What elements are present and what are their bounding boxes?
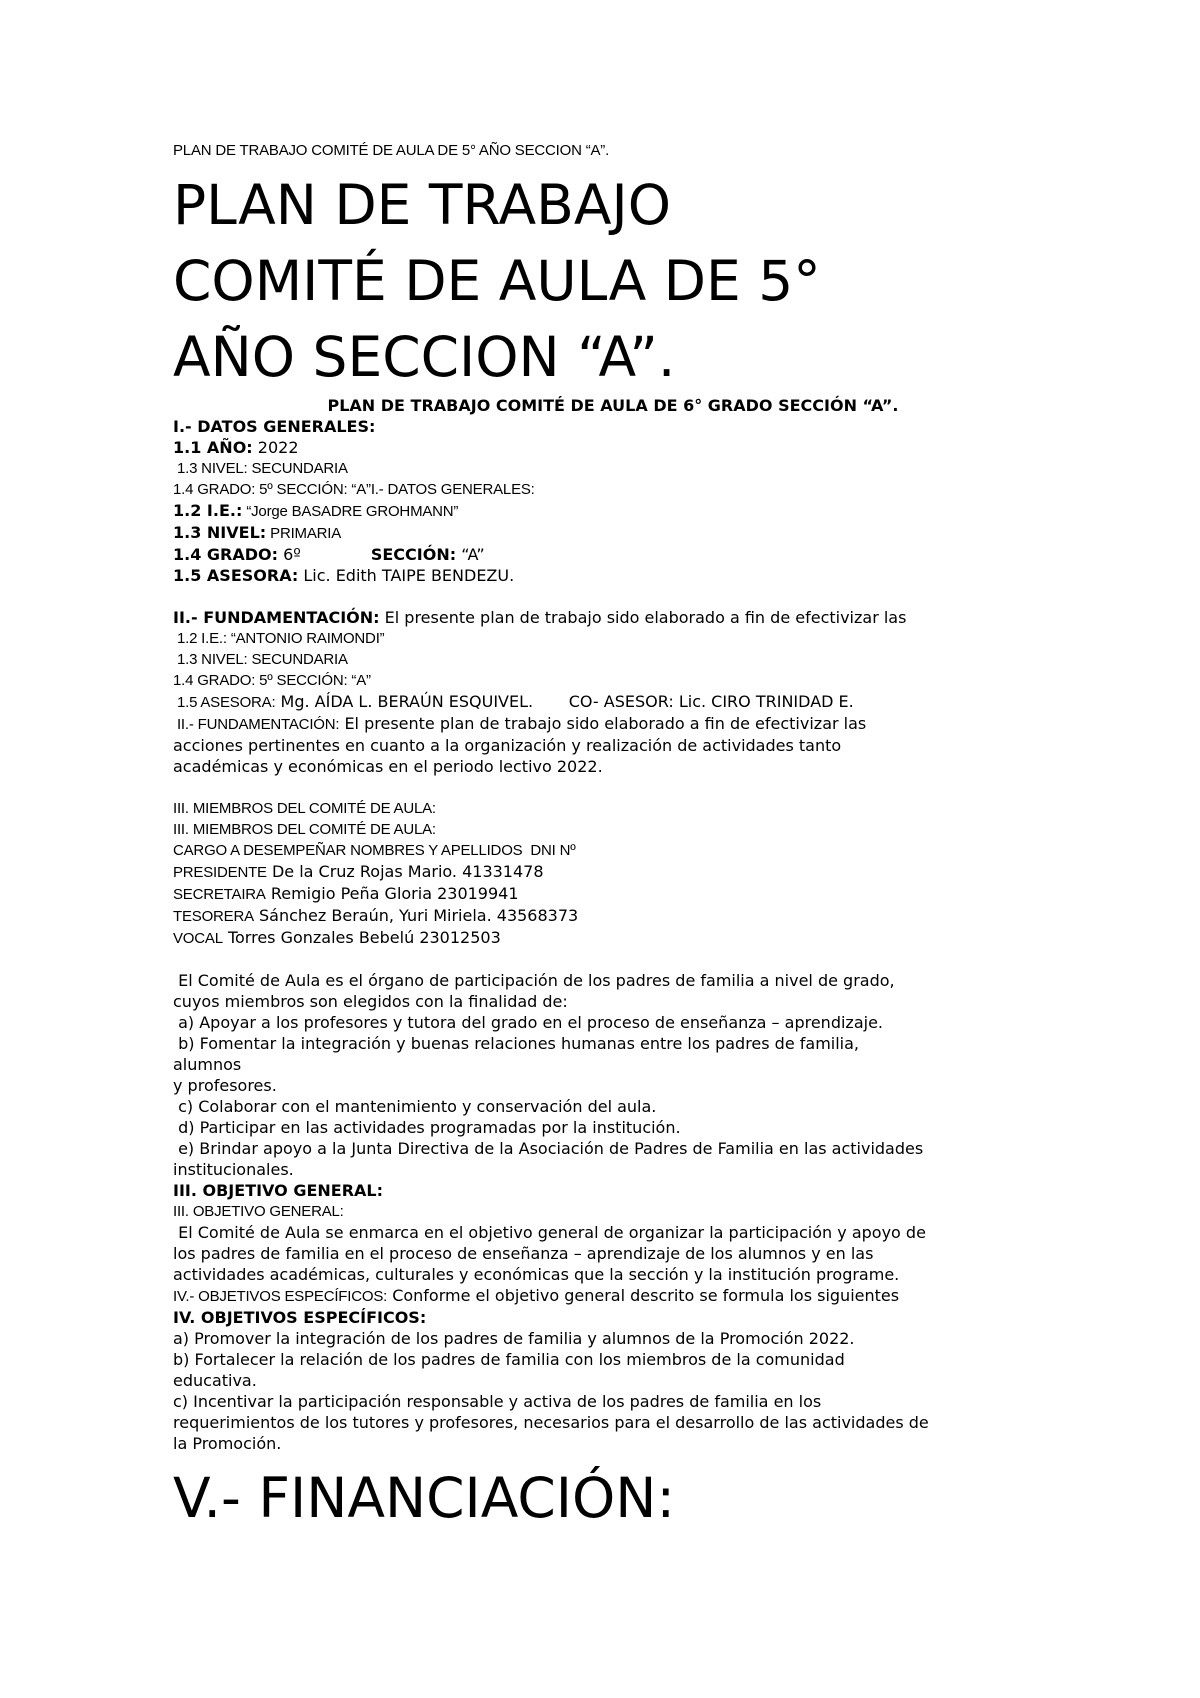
- member-row: VOCAL Torres Gonzales Bebelú 23012503: [173, 928, 501, 947]
- fundamentacion-line: II.- FUNDAMENTACIÓN: El presente plan de trabajo sido elaborado a fin de efectivizar las: [173, 608, 907, 627]
- miembros-heading-1: III. MIEMBROS DEL COMITÉ DE AULA:: [173, 800, 436, 817]
- objetivo-general-line-1: El Comité de Aula se enmarca en el objetivo general de organizar la participación y apoyo de: [173, 1223, 926, 1242]
- members-header: CARGO A DESEMPEÑAR NOMBRES Y APELLIDOS DNI Nº: [173, 842, 576, 859]
- objetivo-b-1: b) Fortalecer la relación de los padres de familia con los miembros de la comunidad: [173, 1350, 845, 1369]
- comite-item-c: c) Colaborar con el mantenimiento y conservación del aula.: [173, 1097, 657, 1116]
- ie-line-b: 1.2 I.E.: “ANTONIO RAIMONDI”: [173, 630, 385, 647]
- anio-line: 1.1 AÑO: 2022: [173, 438, 299, 457]
- financiacion-heading: V.- FINANCIACIÓN:: [173, 1466, 675, 1530]
- grado-line: 1.4 GRADO: 6º SECCIÓN: “A”: [173, 545, 485, 564]
- miembros-heading-2: III. MIEMBROS DEL COMITÉ DE AULA:: [173, 821, 436, 838]
- objetivos-especificos-intro: IV.- OBJETIVOS ESPECÍFICOS: Conforme el objetivo general descrito se formula los siguientes: [173, 1286, 900, 1305]
- comite-item-b-2: alumnos: [173, 1055, 242, 1074]
- document-page: [173, 140, 1053, 1536]
- grado-line-a: 1.4 GRADO: 5º SECCIÓN: “A”I.- DATOS GENERALES:: [173, 481, 535, 498]
- title-line-2: COMITÉ DE AULA DE 5°: [173, 249, 821, 313]
- comite-paragraph-1: El Comité de Aula es el órgano de participación de los padres de familia a nivel de grado,: [173, 971, 895, 990]
- member-row: TESORERA Sánchez Beraún, Yuri Miriela. 43568373: [173, 906, 579, 925]
- nivel-line-b: 1.3 NIVEL: SECUNDARIA: [173, 651, 348, 668]
- member-row: SECRETAIRA Remigio Peña Gloria 23019941: [173, 884, 519, 903]
- fundamentacion-b-line-1: II.- FUNDAMENTACIÓN: El presente plan de trabajo sido elaborado a fin de efectivizar las: [173, 714, 867, 733]
- center-title: PLAN DE TRABAJO COMITÉ DE AULA DE 6° GRADO SECCIÓN “A”.: [327, 396, 899, 415]
- document-title: [173, 167, 1053, 395]
- objetivo-general-line-3: actividades académicas, culturales y económicas que la sección y la institución programe.: [173, 1265, 900, 1284]
- title-line-1: PLAN DE TRABAJO: [173, 173, 671, 237]
- asesora-line-b: 1.5 ASESORA: Mg. AÍDA L. BERAÚN ESQUIVEL. CO- ASESOR: Lic. CIRO TRINIDAD E.: [173, 692, 854, 711]
- fundamentacion-b-line-2: acciones pertinentes en cuanto a la organización y realización de actividades tanto: [173, 736, 842, 755]
- nivel-line-a: 1.3 NIVEL: SECUNDARIA: [173, 460, 348, 477]
- comite-item-e-2: institucionales.: [173, 1160, 294, 1179]
- objetivo-c-2: requerimientos de los tutores y profesores, necesarios para el desarrollo de las actividades de: [173, 1413, 929, 1432]
- objetivo-general-heading: III. OBJETIVO GENERAL:: [173, 1181, 384, 1200]
- ie-line: 1.2 I.E.: “Jorge BASADRE GROHMANN”: [173, 501, 459, 520]
- objetivo-c-3: la Promoción.: [173, 1434, 282, 1453]
- objetivo-general-heading-small: III. OBJETIVO GENERAL:: [173, 1203, 344, 1220]
- objetivo-general-line-2: los padres de familia en el proceso de enseñanza – aprendizaje de los alumnos y en las: [173, 1244, 874, 1263]
- fundamentacion-b-line-3: académicas y económicas en el periodo lectivo 2022.: [173, 757, 603, 776]
- comite-paragraph-2: cuyos miembros son elegidos con la finalidad de:: [173, 992, 568, 1011]
- objetivo-c-1: c) Incentivar la participación responsable y activa de los padres de familia en los: [173, 1392, 822, 1411]
- comite-item-b-3: y profesores.: [173, 1076, 277, 1095]
- objetivo-a: a) Promover la integración de los padres de familia y alumnos de la Promoción 2022.: [173, 1329, 855, 1348]
- datos-generales-heading: I.- DATOS GENERALES:: [173, 417, 376, 436]
- running-title: PLAN DE TRABAJO COMITÉ DE AULA DE 5° AÑO SECCION “A”.: [173, 142, 610, 159]
- nivel-line: 1.3 NIVEL: PRIMARIA: [173, 523, 342, 542]
- comite-item-a: a) Apoyar a los profesores y tutora del grado en el proceso de enseñanza – aprendizaje.: [173, 1013, 883, 1032]
- comite-item-d: d) Participar en las actividades programadas por la institución.: [173, 1118, 681, 1137]
- member-row: PRESIDENTE De la Cruz Rojas Mario. 41331478: [173, 862, 544, 881]
- asesora-line: 1.5 ASESORA: Lic. Edith TAIPE BENDEZU.: [173, 566, 515, 585]
- objetivos-especificos-heading: IV. OBJETIVOS ESPECÍFICOS:: [173, 1308, 427, 1327]
- title-line-3: AÑO SECCION “A”.: [173, 325, 676, 389]
- grado-line-b: 1.4 GRADO: 5º SECCIÓN: “A”: [173, 672, 371, 689]
- comite-item-e-1: e) Brindar apoyo a la Junta Directiva de la Asociación de Padres de Familia en las actividades: [173, 1139, 924, 1158]
- comite-item-b-1: b) Fomentar la integración y buenas relaciones humanas entre los padres de familia,: [173, 1034, 860, 1053]
- objetivo-b-2: educativa.: [173, 1371, 257, 1390]
